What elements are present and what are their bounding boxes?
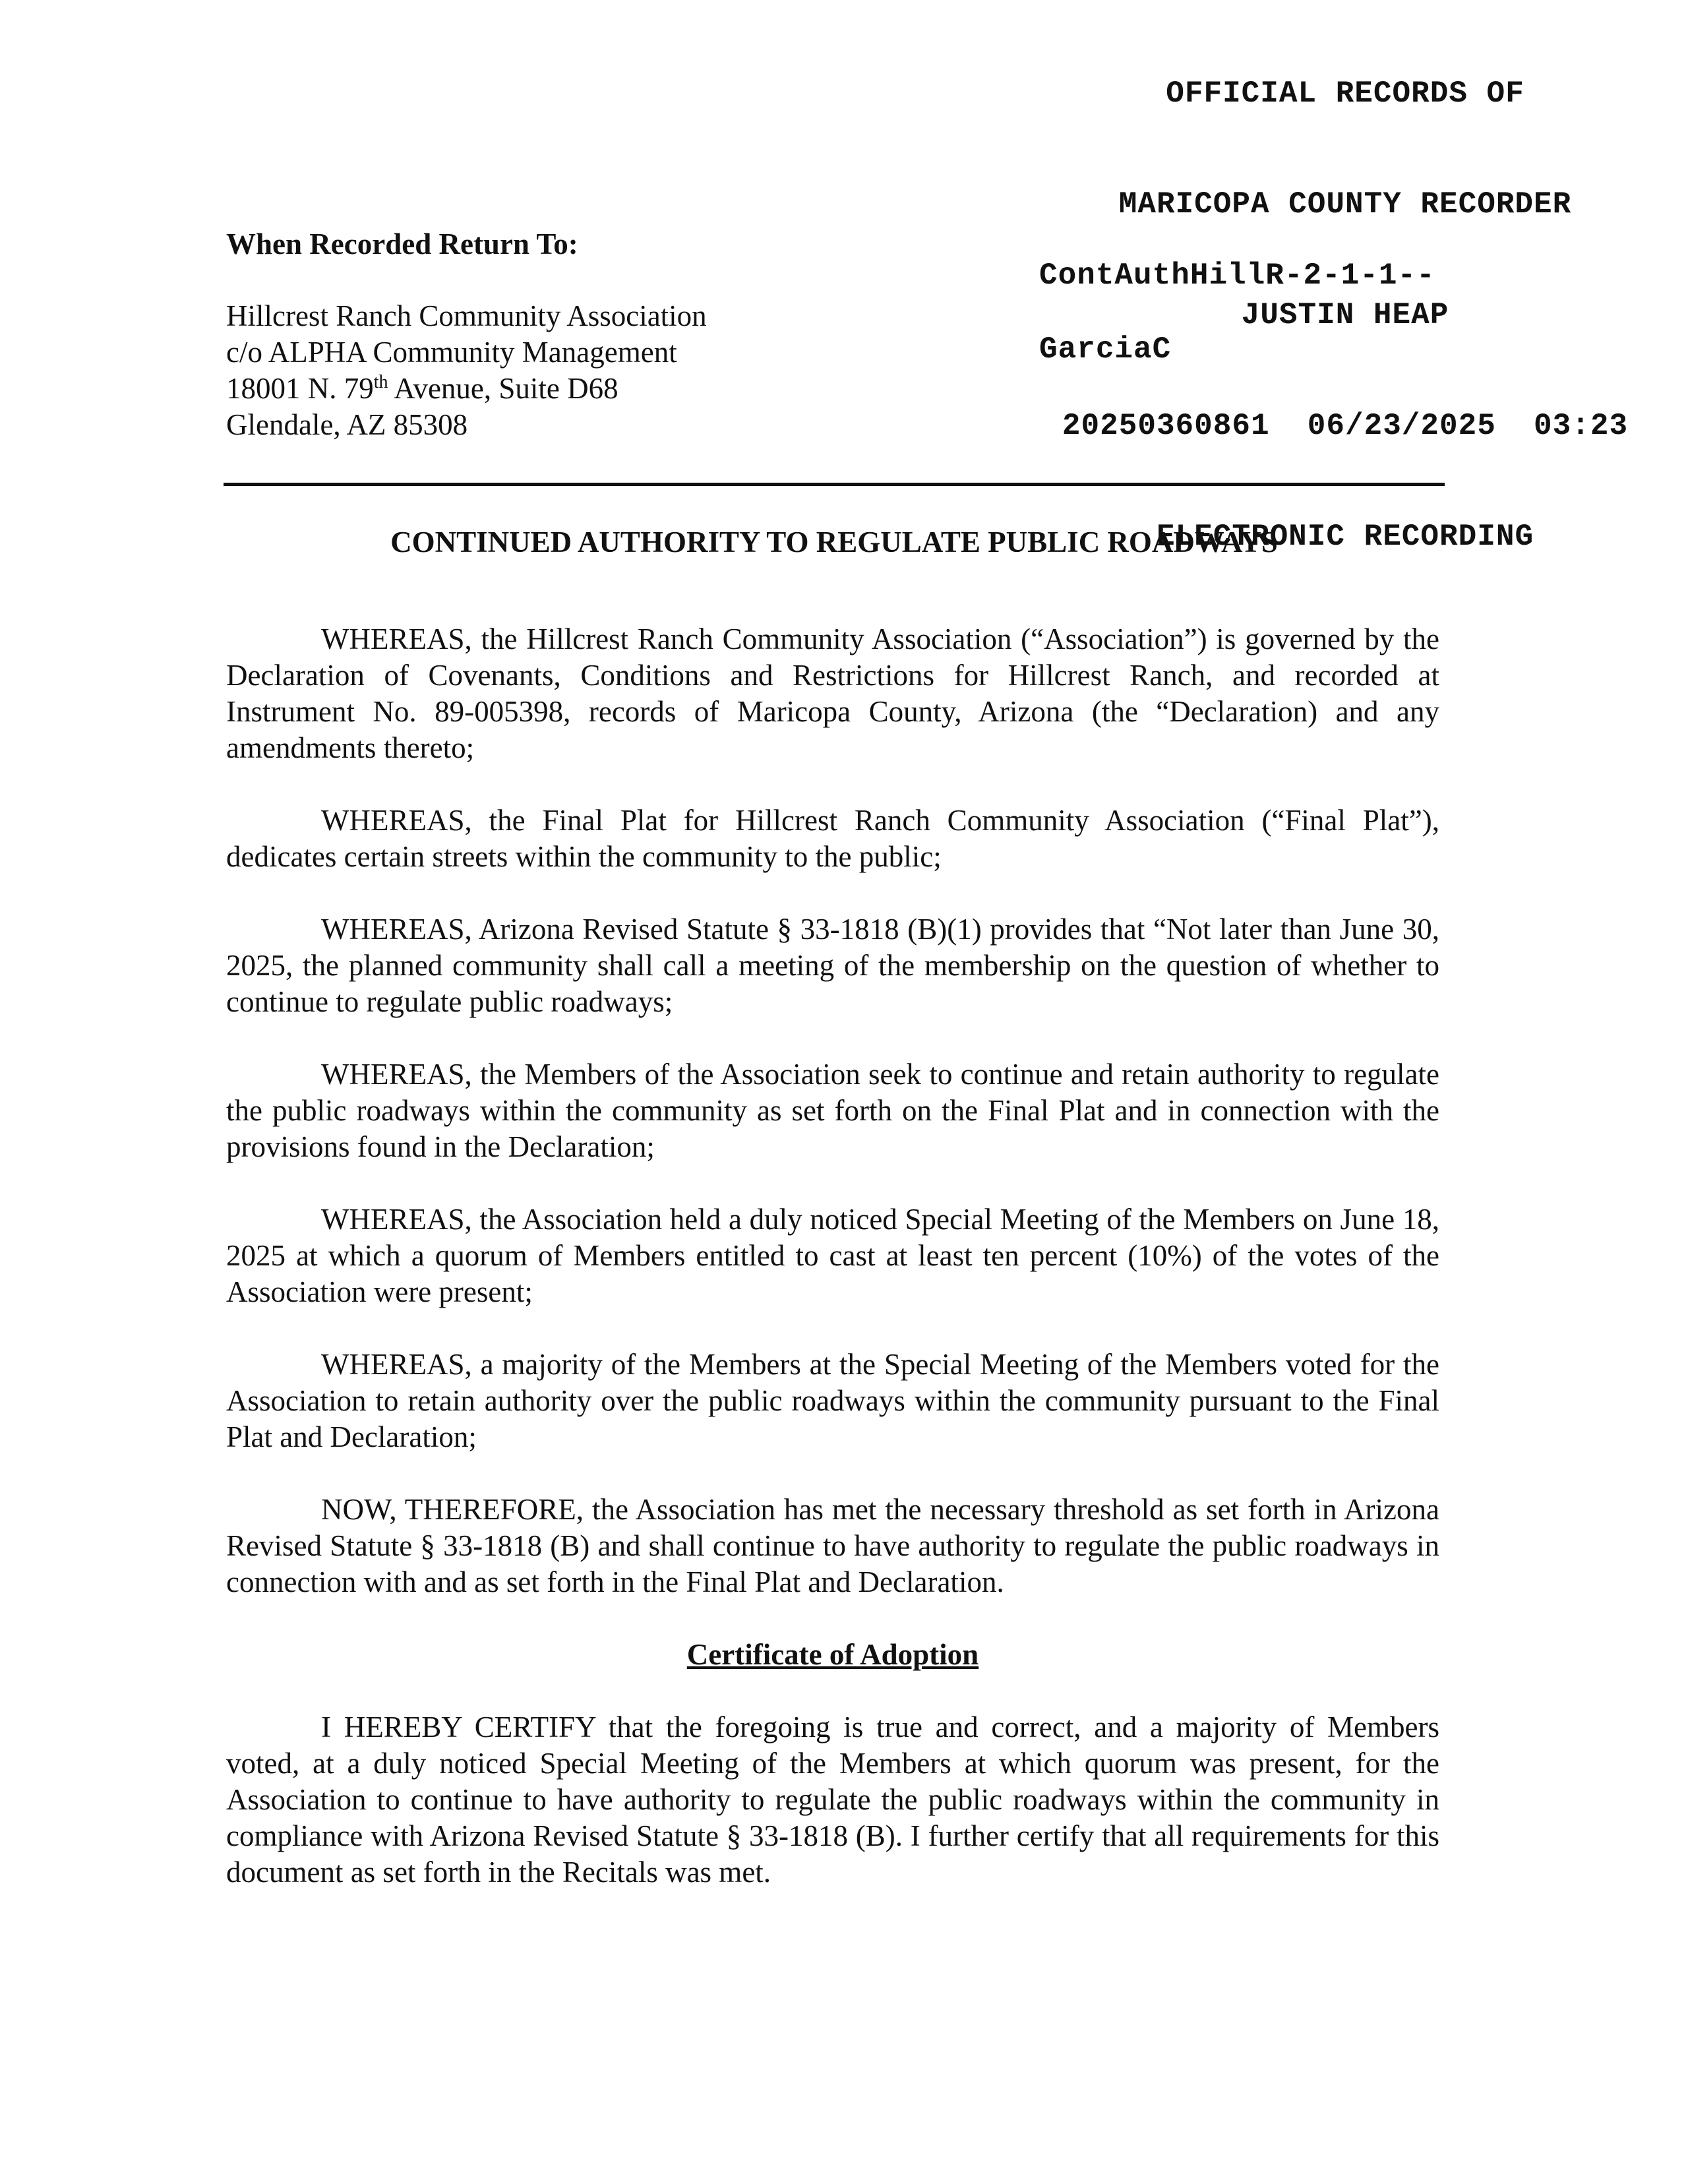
- recorder-stamp-line: MARICOPA COUNTY RECORDER: [1118, 187, 1572, 222]
- certificate-heading: Certificate of Adoption: [686, 1638, 979, 1671]
- resolution-paragraph: NOW, THEREFORE, the Association has met the necessary threshold as set forth in Arizona Revised Statute § 33-1818 (B) and shall continue to have authority to regulate the public roadways in connection with and as set forth in the Final Plat and Declaration.: [226, 1493, 1439, 1598]
- document-body: [226, 621, 1439, 1927]
- certificate-paragraph: I HEREBY CERTIFY that the foregoing is true and correct, and a majority of Members voted, at a duly noticed Special Meeting of the Members at which quorum was present, for the Association to continue to have authority to regulate the public roadways within the community in compliance with Arizona Revised Statute § 33-1818 (B). I further certify that all requirements for this document as set forth in the Recitals was met.: [226, 1711, 1439, 1889]
- document-code-line: ContAuthHillR-2-1-1--: [1039, 258, 1435, 293]
- recital-paragraph: WHEREAS, the Members of the Association seek to continue and retain authority to regulate the public roadways within the community as set forth on the Final Plat and in connection with the provisions found in the Declaration;: [226, 1058, 1439, 1163]
- recital-paragraph: WHEREAS, the Association held a duly noticed Special Meeting of the Members on June 18, 2025 at which a quorum of Members entitled to cast at least ten percent (10%) of the votes of the Association were present;: [226, 1203, 1439, 1308]
- horizontal-rule: [224, 483, 1445, 486]
- address-line: [226, 371, 707, 407]
- return-address: [226, 298, 707, 443]
- document-code-line: GarciaC: [1039, 332, 1172, 367]
- address-line: c/o ALPHA Community Management: [226, 336, 677, 369]
- recorder-stamp-line: OFFICIAL RECORDS OF: [1166, 76, 1524, 111]
- recital-paragraph: WHEREAS, the Hillcrest Ranch Community Association (“Association”) is governed by the Declaration of Covenants, Conditions and Restrictions for Hillcrest Ranch, and recorded at Instrument No. 89-005398, records of Maricopa County, Arizona (the “Declaration) and any amendments thereto;: [226, 622, 1439, 764]
- return-to-heading: When Recorded Return To:: [226, 228, 578, 260]
- recital-paragraph: WHEREAS, Arizona Revised Statute § 33-1818 (B)(1) provides that “Not later than June 30, 2025, the planned community shall call a meeting of the membership on the question of whether to continue to regulate public roadways;: [226, 913, 1439, 1018]
- recital-paragraph: WHEREAS, the Final Plat for Hillcrest Ranch Community Association (“Final Plat”), dedicates certain streets within the community to the public;: [226, 804, 1439, 873]
- address-street-suffix: Avenue, Suite D68: [388, 372, 618, 405]
- address-street-ordinal: th: [373, 372, 388, 392]
- recorder-stamp-line: ELECTRONIC RECORDING: [1156, 520, 1534, 554]
- address-line: Hillcrest Ranch Community Association: [226, 299, 707, 332]
- address-street-prefix: 18001 N. 79: [226, 372, 374, 405]
- recorder-stamp-line: 20250360861 06/23/2025 03:23: [1062, 409, 1629, 443]
- address-line: Glendale, AZ 85308: [226, 408, 468, 441]
- document-title: CONTINUED AUTHORITY TO REGULATE PUBLIC ROADWAYS: [390, 526, 1278, 559]
- document-code: [1039, 220, 1540, 405]
- recital-paragraph: WHEREAS, a majority of the Members at the Special Meeting of the Members voted for the Association to retain authority over the public roadways within the community pursuant to the Final Plat and Declaration;: [226, 1348, 1439, 1453]
- recorder-stamp-line: JUSTIN HEAP: [1241, 298, 1449, 332]
